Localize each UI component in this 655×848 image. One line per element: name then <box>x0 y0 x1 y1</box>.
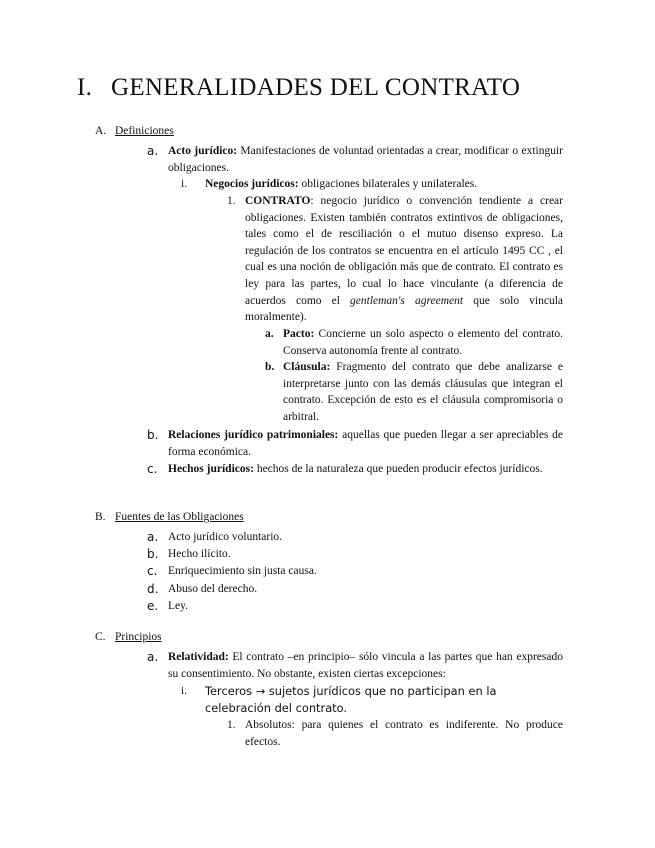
list-marker: i. <box>181 178 188 190</box>
definition: Fragmento del contrato que debe analizarse e interpretarse junto con las demás cláusulas que integran el contrato. Excepción de esto es el cláusula compromisoria o arbitral. <box>283 361 563 423</box>
list-marker: b. <box>265 361 275 373</box>
list-item-fuente <box>147 546 563 563</box>
list-item-absolutos <box>227 717 563 750</box>
list-marker: a. <box>147 650 159 664</box>
section-title: Definiciones <box>115 125 174 137</box>
term: Negocios jurídicos: <box>205 178 299 190</box>
term: CONTRATO <box>245 195 311 207</box>
list-item-relatividad <box>147 649 563 682</box>
definition: hechos de la naturaleza que pueden producir efectos jurídicos. <box>253 463 543 475</box>
definition: obligaciones bilaterales y unilaterales. <box>298 178 478 190</box>
list-marker: b. <box>147 547 159 561</box>
list-item-acto-juridico <box>147 143 563 176</box>
definition: Concierne un solo aspecto o elemento del contrato. Conserva autonomía frente al contrato. <box>283 328 563 357</box>
term: Relatividad: <box>168 651 229 663</box>
emphasis-term: gentleman's agreement <box>350 294 464 307</box>
item-text: Hecho ilícito. <box>168 548 231 560</box>
list-marker: c. <box>147 462 158 476</box>
section-label: A. <box>95 125 107 137</box>
item-text: Terceros → sujetos jurídicos que no participan en la celebración del contrato. <box>205 684 497 715</box>
chapter-title <box>77 74 520 102</box>
list-item-clausula <box>265 359 563 425</box>
term: Acto jurídico: <box>168 145 238 157</box>
list-item-fuente <box>147 581 563 598</box>
list-item-terceros <box>181 683 563 716</box>
section-heading-definiciones <box>95 125 174 137</box>
list-item-fuente <box>147 598 563 615</box>
section-heading-fuentes <box>95 511 244 523</box>
list-marker: e. <box>147 599 159 613</box>
section-label: B. <box>95 511 106 523</box>
section-title: Principios <box>115 631 162 643</box>
list-item-pacto <box>265 326 563 359</box>
list-marker: 1. <box>227 195 236 207</box>
list-marker: b. <box>147 428 159 442</box>
list-marker: d. <box>147 582 159 596</box>
list-marker: i. <box>181 685 188 697</box>
definition: Manifestaciones de voluntad orientadas a crear, modificar o extinguir obligaciones. <box>168 145 563 174</box>
list-marker: 1. <box>227 719 236 731</box>
list-item-fuente <box>147 529 563 546</box>
section-label: C. <box>95 631 106 643</box>
term: Cláusula: <box>283 361 331 373</box>
list-item-relaciones <box>147 427 563 460</box>
term: Hechos jurídicos: <box>168 463 254 475</box>
list-item-contrato <box>227 193 564 326</box>
chapter-number: I. <box>77 74 93 101</box>
section-heading-principios <box>95 631 162 643</box>
term: Relaciones jurídico patrimoniales: <box>168 429 339 441</box>
item-text: Ley. <box>168 600 189 612</box>
list-marker: c. <box>147 564 158 578</box>
item-text: Abuso del derecho. <box>168 583 258 595</box>
list-item-fuente <box>147 563 563 580</box>
list-marker: a. <box>147 144 159 158</box>
item-text: Acto jurídico voluntario. <box>168 531 283 543</box>
definition: El contrato –en principio– sólo vincula a las partes que han expresado su consentimiento. No obstante, existen ciertas excepciones: <box>168 651 563 680</box>
item-text: Absolutos: para quienes el contrato es indiferente. No produce efectos. <box>245 719 563 748</box>
list-marker: a. <box>265 328 274 340</box>
list-item-negocios-juridicos <box>181 176 563 193</box>
definition: aquellas que pueden llegar a ser apreciables de forma económica. <box>168 429 563 458</box>
list-item-hechos-juridicos <box>147 461 563 478</box>
item-text: Enriquecimiento sin justa causa. <box>168 565 317 577</box>
definition: : negocio jurídico o convención tendiente a crear obligaciones. Existen también contratos extintivos de obligaciones, tales como el de resciliación o el mutuo disenso expreso. La regulación de los contratos se encuentra en el artículo 1495 CC , el cual es una noción de obligación más que de contrato. El contrato es ley para las partes, lo cual lo hace vinculante (a diferencia de acuerdos como el <box>245 195 563 307</box>
list-marker: a. <box>147 530 159 544</box>
definition-end: que solo vincula moralmente). <box>245 294 564 324</box>
chapter-title-text: GENERALIDADES DEL CONTRATO <box>111 74 521 101</box>
section-title: Fuentes de las Obligaciones <box>115 511 244 523</box>
term: Pacto: <box>283 328 315 340</box>
